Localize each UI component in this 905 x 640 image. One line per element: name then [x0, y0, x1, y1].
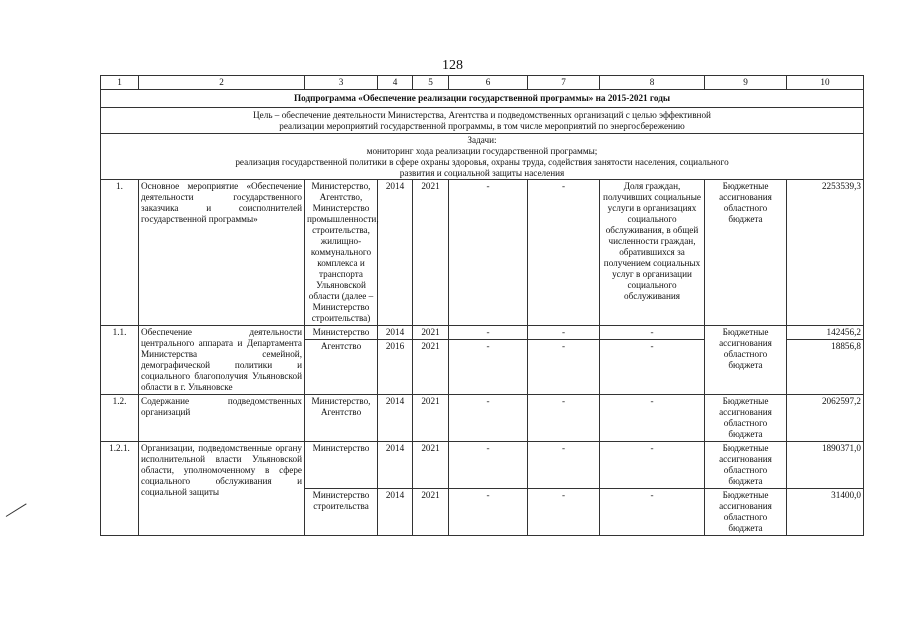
table-row: [101, 395, 864, 442]
task-item: мониторинг хода реализации государственной программы;: [366, 146, 598, 156]
column-number: 8: [600, 76, 705, 90]
funding-source: Бюджетные ассигнования областного бюджета: [705, 489, 787, 536]
column-number: 3: [305, 76, 378, 90]
indicator: -: [600, 442, 705, 489]
indicator: -: [600, 326, 704, 340]
subprogram-title: Подпрограмма «Обеспечение реализации государственной программы» на 2015-2021 годы: [101, 90, 864, 108]
funding-source: Бюджетные ассигнования областного бюджета: [705, 395, 787, 442]
start-year: 2014: [378, 442, 413, 489]
column-7-value: -: [528, 180, 600, 326]
column-number: 9: [705, 76, 787, 90]
tasks-cell: [101, 134, 864, 180]
indicator: Доля граждан, получивших социальные услуги в организациях социального обслуживания, в общей численности граждан, обратившихся за получением социальных услуг в организации социального обслуживания: [600, 180, 705, 326]
indicator: -: [600, 395, 705, 442]
page-number: 128: [442, 58, 463, 73]
column-number: 1: [101, 76, 139, 90]
task-item: реализация государственной политики в сфере охраны здоровья, охраны труда, содействия занятости населения, социального развития и социальной защиты населения: [235, 157, 729, 178]
funding-source: Бюджетные ассигнования областного бюджета: [705, 326, 787, 395]
amount: 1890371,0: [787, 442, 864, 489]
subprogram-title-row: [101, 90, 864, 108]
end-year: 2021: [413, 489, 449, 536]
row-number: 1.: [101, 180, 139, 326]
table-row: [101, 442, 864, 489]
end-year: 2021: [413, 326, 448, 340]
funding-source: Бюджетные ассигнования областного бюджета: [705, 442, 787, 489]
amount: 2253539,3: [787, 180, 864, 326]
tasks-row: [101, 134, 864, 180]
tasks-header: Задачи:: [467, 135, 497, 145]
end-year: 2021: [413, 180, 449, 326]
program-table: [100, 75, 864, 536]
table-row: [101, 326, 864, 395]
executor: Агентство: [320, 341, 362, 351]
measure-name: Организации, подведомственные органу исполнительной власти Ульяновской области, уполномоченному в сфере социального обслуживания и социальной защиты: [139, 442, 305, 536]
executor-stack: [305, 326, 378, 395]
table-row: [101, 180, 864, 326]
amount-stack: [787, 326, 864, 395]
start-year: 2014: [378, 180, 413, 326]
funding-source: Бюджетные ассигнования областного бюджета: [705, 180, 787, 326]
column-6-value: -: [449, 326, 527, 340]
column-6-value: -: [449, 180, 528, 326]
start-year: 2014: [378, 489, 413, 536]
column-7-value: -: [528, 395, 600, 442]
indicator-stack: [600, 326, 705, 395]
start-year: 2014: [378, 395, 413, 442]
column-7-value: -: [528, 326, 599, 340]
executor: Министерство строительства: [305, 489, 378, 536]
column-7-stack: [528, 326, 600, 395]
column-number: 7: [528, 76, 600, 90]
executor: Министерство: [305, 442, 378, 489]
amount: 31400,0: [787, 489, 864, 536]
amount: 18856,8: [831, 341, 861, 351]
row-number: 1.2.1.: [101, 442, 139, 536]
column-7-value: -: [528, 489, 600, 536]
goal-text: Цель – обеспечение деятельности Министерства, Агентства и подведомственных организаций с целью эффективной реализации мероприятий государственной программы, в том числе мероприятий по энергосбережению: [101, 108, 864, 134]
column-7-value: -: [528, 442, 600, 489]
measure-name: Содержание подведомственных организаций: [139, 395, 305, 442]
column-number: 2: [139, 76, 305, 90]
column-6-value: -: [486, 341, 490, 351]
measure-name: Обеспечение деятельности центрального аппарата и Департамента Министерства семейной, демографической политики и социального благополучия Ульяновской области в г. Ульяновске: [139, 326, 305, 395]
stray-pen-mark: [6, 503, 27, 517]
indicator: -: [600, 489, 705, 536]
row-number: 1.1.: [101, 326, 139, 395]
column-6-value: -: [449, 395, 528, 442]
row-number: 1.2.: [101, 395, 139, 442]
start-year: 2014: [378, 326, 412, 340]
column-number: 10: [787, 76, 864, 90]
goal-row: [101, 108, 864, 134]
amount: 142456,2: [787, 326, 863, 340]
end-year: 2021: [421, 341, 440, 351]
executor: Министерство, Агентство, Министерство промышленности, строительства, жилищно-коммунального комплекса и транспорта Ульяновской области (далее – Министерство строительства): [305, 180, 378, 326]
column-6-value: -: [449, 442, 528, 489]
measure-name: Основное мероприятие «Обеспечение деятельности государственного заказчика и соисполнителей государственной программы»: [139, 180, 305, 326]
column-6-stack: [449, 326, 528, 395]
end-year: 2021: [413, 442, 449, 489]
executor: Министерство, Агентство: [305, 395, 378, 442]
start-year: 2016: [385, 341, 405, 351]
column-7-value: -: [561, 341, 566, 351]
column-number-row: [101, 76, 864, 90]
column-6-value: -: [449, 489, 528, 536]
executor: Министерство: [305, 326, 377, 340]
amount: 2062597,2: [787, 395, 864, 442]
column-number: 4: [378, 76, 413, 90]
column-number: 6: [449, 76, 528, 90]
column-number: 5: [413, 76, 449, 90]
end-year: 2021: [413, 395, 449, 442]
end-year-stack: [413, 326, 449, 395]
indicator: -: [650, 341, 654, 351]
start-year-stack: [378, 326, 413, 395]
